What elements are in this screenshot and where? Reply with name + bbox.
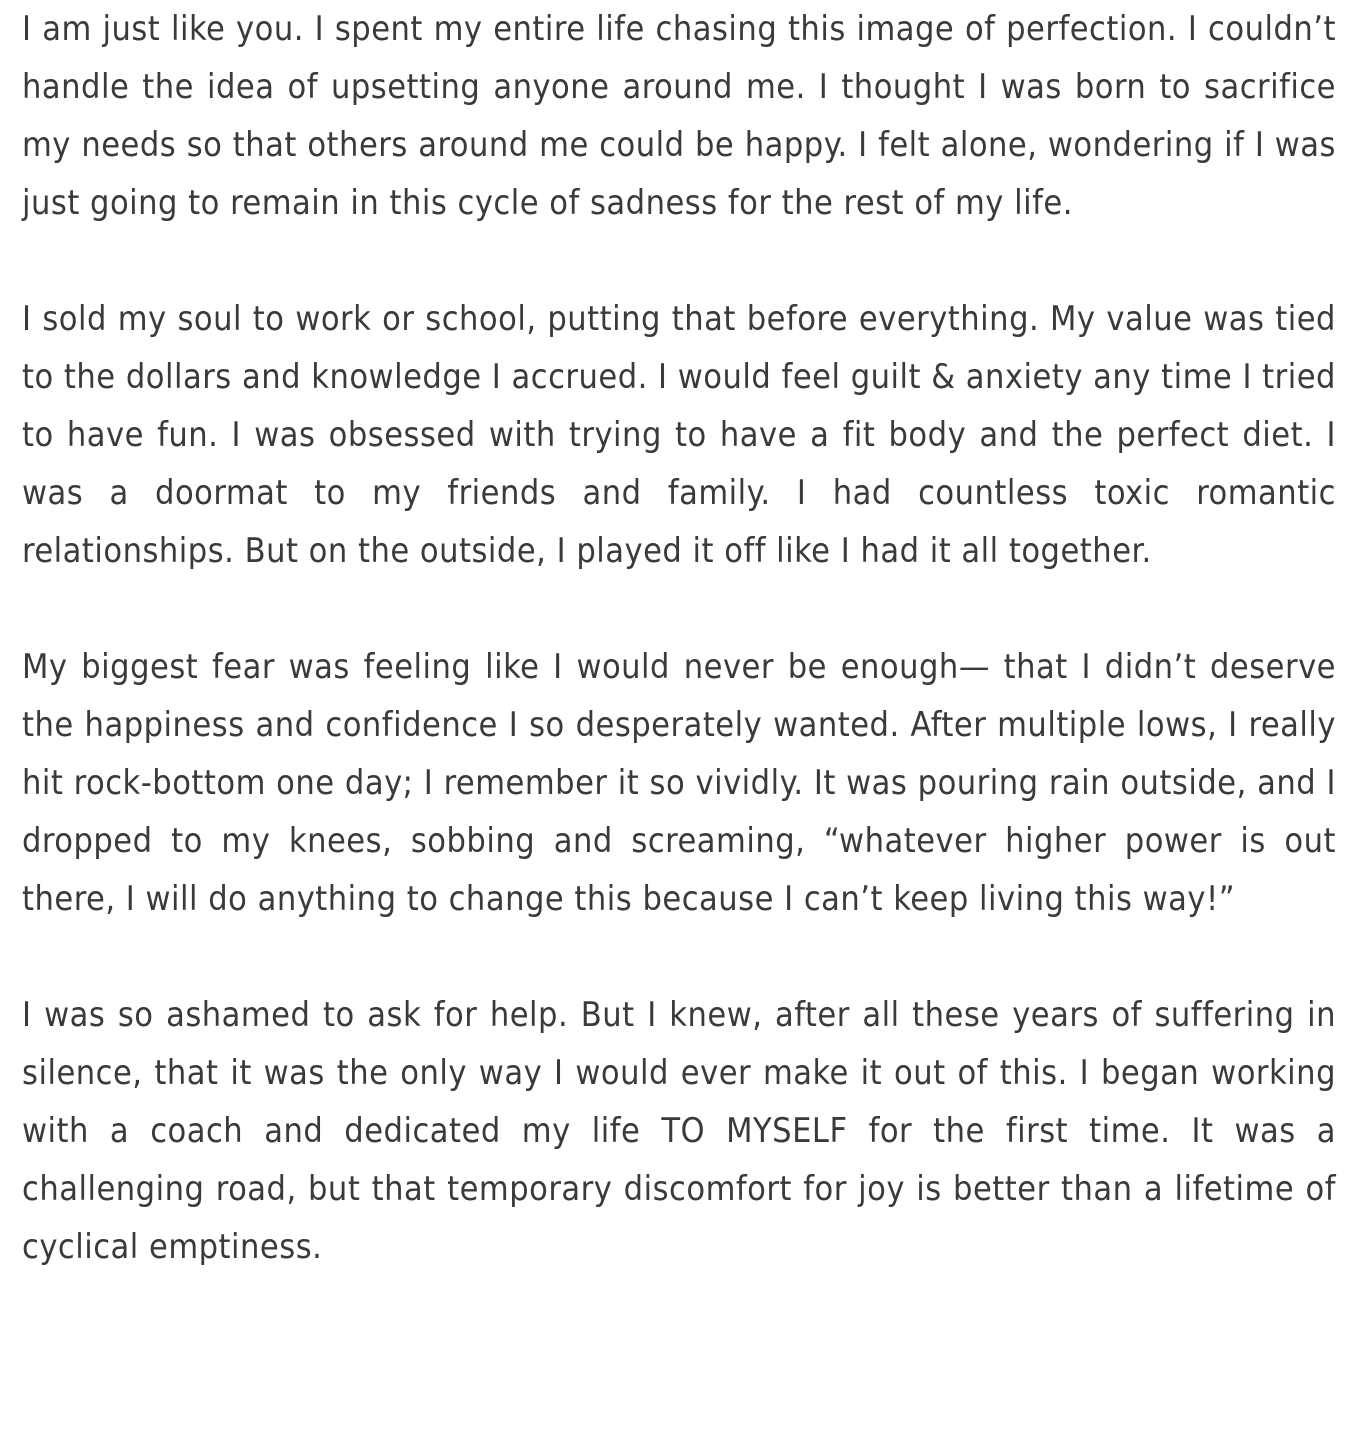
paragraph-3: My biggest fear was feeling like I would never be enough— that I didn’t deserve the happiness and confidence I so desperately wanted. After multiple lows, I really hit rock-bottom one day; I remember it so vividly. It was pouring rain outside, and I dropped to my knees, sobbing and screaming, “whatever higher power is out there, I will do anything to change this because I can’t keep living this way!”	[22, 647, 1336, 919]
paragraph-4: I was so ashamed to ask for help. But I knew, after all these years of suffering in silence, that it was the only way I would ever make it out of this. I began working with a coach and dedicated my life TO MYSELF for the first time. It was a challenging road, but that temporary discomfort for joy is better than a lifetime of cyclical emptiness.	[22, 995, 1336, 1267]
paragraph-1: I am just like you. I spent my entire life chasing this image of perfection. I couldn’t handle the idea of upsetting anyone around me. I thought I was born to sacrifice my needs so that others around me could be happy. I felt alone, wondering if I was just going to remain in this cycle of sadness for the rest of my life.	[22, 9, 1336, 223]
paragraph-2: I sold my soul to work or school, putting that before everything. My value was tied to the dollars and knowledge I accrued. I would feel guilt & anxiety any time I tried to have fun. I was obsessed with trying to have a fit body and the perfect diet. I was a doormat to my friends and family. I had countless toxic romantic relationships. But on the outside, I played it off like I had it all together.	[22, 299, 1336, 571]
story-text-block	[22, 0, 1336, 1276]
